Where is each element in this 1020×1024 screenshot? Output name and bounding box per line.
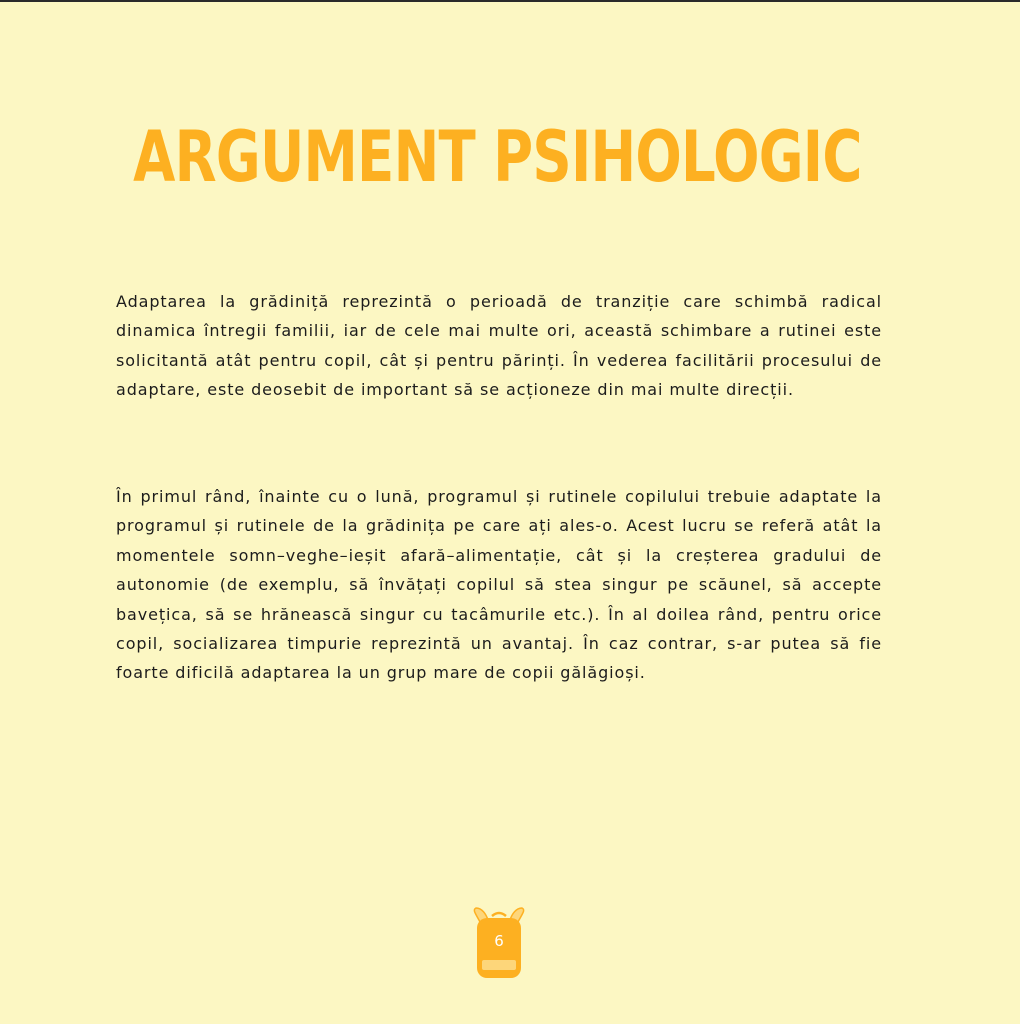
page-number-badge xyxy=(470,906,528,980)
page-number: 6 xyxy=(494,932,504,950)
paragraph-details: În primul rând, înainte cu o lună, programul și rutinele copilului trebuie adaptate la programul și rutinele de la grădinița pe care ați ales-o. Acest lucru se referă atât la momentele somn–veghe–ieșit afară–alimentație, cât și la creșterea gradului de autonomie (de exemplu, să învățați copilul să stea singur pe scăunel, să accepte bavețica, să se hrănească singur cu tacâmurile etc.). În al doilea rând, pentru orice copil, socializarea timpurie reprezintă un avantaj. În caz contrar, s-ar putea să fie foarte dificilă adaptarea la un grup mare de copii gălăgioși. xyxy=(116,487,882,683)
paragraph-intro: Adaptarea la grădiniță reprezintă o perioadă de tranziție care schimbă radical dinamica întregii familii, iar de cele mai multe ori, această schimbare a rutinei este solicitantă atât pentru copil, cât și pentru părinți. În vederea facilitării procesului de adaptare, este deosebit de important să se acționeze din mai multe direcții. xyxy=(116,292,882,400)
top-border xyxy=(0,0,1020,2)
page-title: ARGUMENT PSIHOLOGIC xyxy=(133,116,862,198)
